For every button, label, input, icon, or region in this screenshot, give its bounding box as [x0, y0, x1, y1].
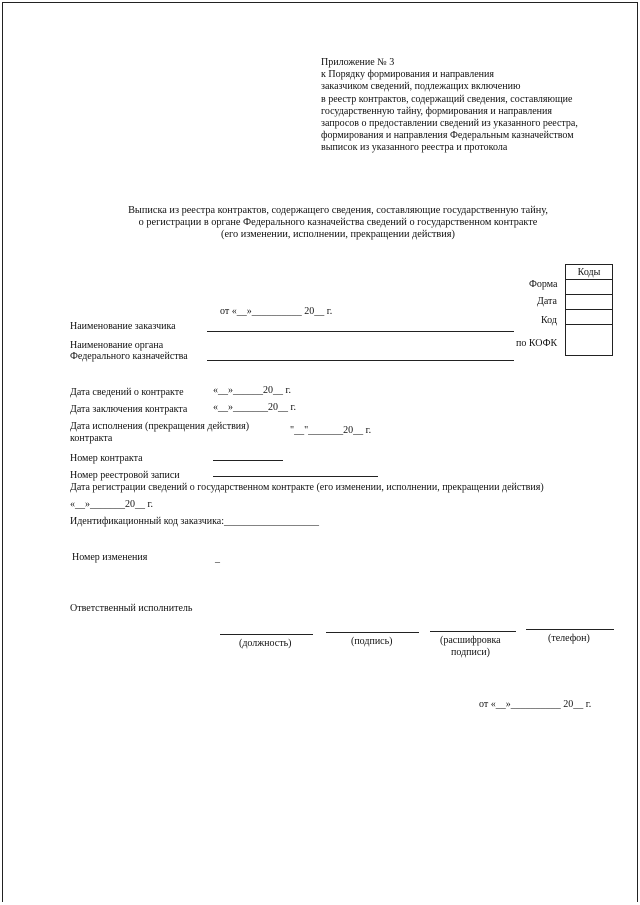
appendix-line: в реестр контрактов, содержащий сведения, составляющие: [321, 93, 573, 105]
codes-header: Коды: [566, 265, 613, 280]
registry-number-field[interactable]: [213, 476, 378, 477]
code-label-kod: Код: [541, 315, 557, 326]
fk-org-label-2: Федерального казначейства: [70, 351, 188, 362]
contract-number-label: Номер контракта: [70, 453, 143, 464]
change-number-value[interactable]: _: [215, 553, 220, 564]
appendix-line: Приложение № 3: [321, 57, 395, 68]
code-cell-data[interactable]: [566, 295, 613, 310]
execution-date-label-2: контракта: [70, 433, 113, 444]
customer-id-code[interactable]: Идентификационный код заказчика:___________________: [70, 516, 320, 527]
appendix-line: заказчиком сведений, подлежащих включению: [321, 81, 521, 93]
fk-org-field[interactable]: [207, 360, 514, 361]
conclusion-date-value[interactable]: «__»_______20__ г.: [213, 402, 296, 413]
appendix-line: к Порядку формирования и направления: [321, 69, 494, 81]
heading-line: Выписка из реестра контрактов, содержащего сведения, составляющие государственную тайну,: [128, 205, 548, 216]
registration-date-label: Дата регистрации сведений о государственном контракте (его изменении, исполнении, прекращении действия): [70, 482, 544, 493]
fk-org-label: Наименование органа: [70, 340, 164, 351]
phone-field[interactable]: [526, 629, 614, 630]
statement-date: от «__»__________ 20__ г.: [220, 306, 333, 317]
code-cell-kod[interactable]: [566, 310, 613, 325]
registration-date-value[interactable]: «__»_______20__ г.: [70, 499, 153, 510]
contract-info-date-value[interactable]: «__»______20__ г.: [213, 385, 291, 396]
sign-field[interactable]: [326, 632, 419, 633]
appendix-line: выписок из указанного реестра и протокола: [321, 142, 508, 154]
decode-caption: (расшифровка: [440, 635, 501, 646]
phone-caption: (телефон): [548, 633, 590, 644]
contract-number-field[interactable]: [213, 460, 283, 461]
conclusion-date-label: Дата заключения контракта: [70, 404, 188, 415]
appendix-line: запросов о предоставлении сведений из указанного реестра,: [321, 118, 578, 130]
footer-date: от «__»__________ 20__ г.: [479, 699, 592, 710]
code-label-kofk: по КОФК: [516, 338, 558, 349]
position-caption: (должность): [239, 638, 292, 649]
code-label-data: Дата: [537, 296, 557, 307]
appendix-line: формирования и направления Федеральным казначейством: [321, 130, 574, 142]
position-field[interactable]: [220, 634, 313, 635]
codes-table: [565, 264, 613, 356]
change-number-label: Номер изменения: [72, 552, 148, 563]
code-cell-kofk[interactable]: [566, 325, 613, 356]
decode-caption-2: подписи): [451, 647, 490, 658]
document-heading: [100, 205, 576, 242]
contract-info-date-label: Дата сведений о контракте: [70, 387, 184, 398]
customer-name-field[interactable]: [207, 331, 514, 332]
registry-number-label: Номер реестровой записи: [70, 470, 180, 481]
code-label-forma: Форма: [529, 279, 558, 290]
appendix-block: [321, 57, 578, 155]
execution-date-label: Дата исполнения (прекращения действия): [70, 421, 250, 432]
customer-name-label: Наименование заказчика: [70, 321, 176, 332]
heading-line: (его изменении, исполнении, прекращении действия): [221, 229, 455, 241]
responsible-label: Ответственный исполнитель: [70, 603, 193, 614]
appendix-line: государственную тайну, формирования и направления: [321, 105, 552, 117]
code-cell-forma[interactable]: [566, 280, 613, 295]
heading-line: о регистрации в органе Федерального казначейства сведений о государственном контракте: [138, 217, 538, 229]
execution-date-value[interactable]: "__"_______20__ г.: [290, 425, 372, 436]
decode-field[interactable]: [430, 631, 516, 632]
sign-caption: (подпись): [351, 636, 393, 647]
